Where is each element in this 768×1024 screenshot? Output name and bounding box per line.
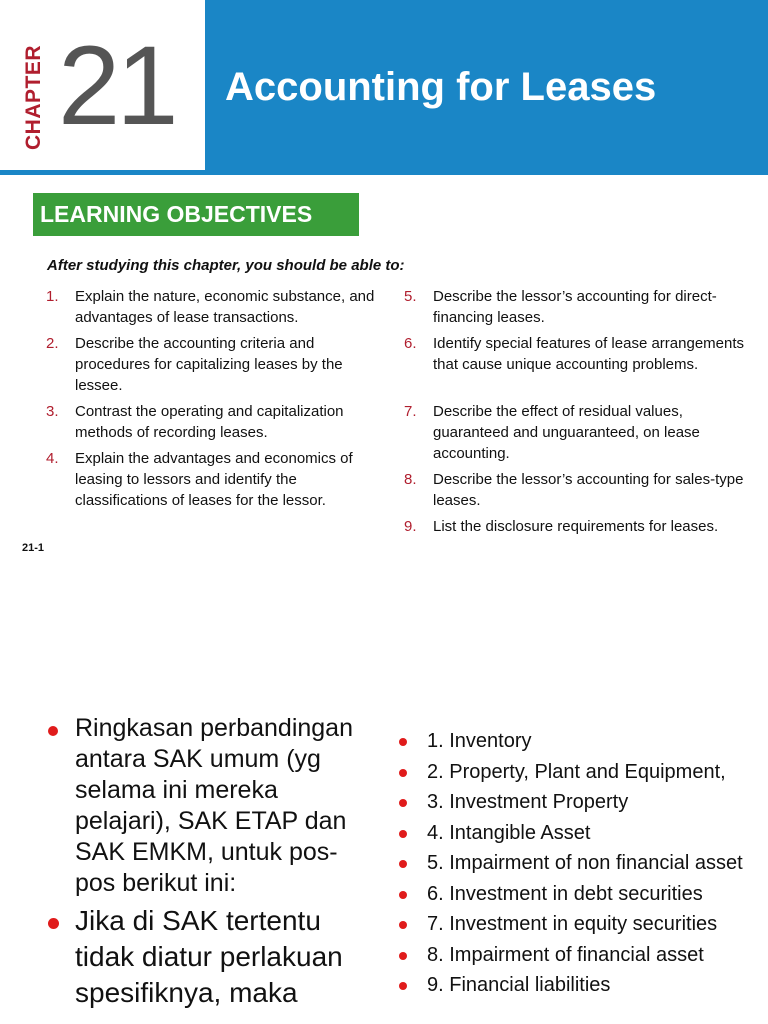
list-item: [398, 760, 758, 785]
objective-number: 3.: [46, 403, 59, 420]
note-text: 8. Impairment of financial asset: [427, 943, 704, 966]
note-text: 4. Intangible Asset: [427, 821, 591, 844]
list-item: [398, 729, 758, 754]
objective-text: Explain the nature, economic substance, and advantages of lease transactions.: [75, 288, 375, 326]
page-number: 21-1: [22, 542, 45, 554]
page-title: Accounting for Leases: [225, 65, 657, 109]
note-text: 1. Inventory: [427, 730, 532, 752]
bullet-icon: [399, 799, 407, 807]
list-item: [398, 973, 758, 998]
bullet-icon: [399, 830, 407, 838]
note-text: 9. Financial liabilities: [427, 974, 611, 996]
bullet-icon: [399, 769, 407, 777]
note-text: Jika di SAK tertentu tidak diatur perlakuan spesifiknya, maka: [75, 905, 343, 1008]
bullet-icon: [399, 921, 407, 929]
list-item: [398, 821, 758, 846]
objective-number: 5.: [404, 288, 417, 305]
header-rule: [0, 170, 768, 175]
note-text: 5. Impairment of non financial asset: [427, 852, 743, 874]
objective-number: 1.: [46, 288, 59, 305]
bullet-icon: [399, 952, 407, 960]
objective-number: 7.: [404, 403, 417, 420]
list-item: [46, 713, 366, 899]
objective-text: Describe the effect of residual values, guaranteed and unguaranteed, on lease accounting.: [433, 403, 700, 462]
objective-text: Identify special features of lease arrangements that cause unique accounting problems.: [433, 335, 745, 373]
objective-text: Explain the advantages and economics of leasing to lessors and identify the classifications of leases for the lessor.: [75, 450, 353, 509]
objective-text: Describe the lessor’s accounting for sales-type leases.: [433, 471, 744, 509]
objective-number: 2.: [46, 335, 59, 352]
chapter-label: CHAPTER: [22, 44, 45, 150]
objective-text: Describe the accounting criteria and procedures for capitalizing leases by the lessee.: [75, 335, 343, 394]
objective-number: 6.: [404, 335, 417, 352]
objective-text: Describe the lessor’s accounting for direct-financing leases.: [433, 288, 717, 326]
bullet-icon: [399, 860, 407, 868]
bullet-icon: [399, 982, 407, 990]
note-text: 7. Investment in equity securities: [427, 913, 718, 935]
note-text: 2. Property, Plant and Equipment,: [427, 760, 726, 783]
bullet-icon: [399, 891, 407, 899]
list-item: [398, 882, 758, 907]
list-item: [398, 851, 758, 876]
bullet-icon: [48, 918, 59, 929]
notes-right-list: [398, 729, 758, 1004]
learning-objectives-heading: LEARNING OBJECTIVES: [40, 201, 313, 227]
list-item: [46, 903, 366, 1011]
objective-text: Contrast the operating and capitalization methods of recording leases.: [75, 403, 344, 441]
note-text: 3. Investment Property: [427, 791, 629, 813]
objective-number: 8.: [404, 471, 417, 488]
list-item: [398, 790, 758, 815]
list-item: [398, 943, 758, 968]
objective-text: List the disclosure requirements for leases.: [433, 518, 719, 535]
note-text: Ringkasan perbandingan antara SAK umum (yg selama ini mereka pelajari), SAK ETAP dan SAK EMKM, untuk pos-pos berikut ini:: [75, 714, 353, 897]
notes-left-list: [46, 713, 366, 1015]
objective-number: 4.: [46, 450, 59, 467]
chapter-number: 21: [58, 23, 175, 148]
objectives-intro: After studying this chapter, you should be able to:: [47, 257, 405, 274]
objective-number: 9.: [404, 518, 417, 535]
bullet-icon: [48, 726, 58, 736]
list-item: [398, 912, 758, 937]
note-text: 6. Investment in debt securities: [427, 882, 703, 905]
bullet-icon: [399, 738, 407, 746]
